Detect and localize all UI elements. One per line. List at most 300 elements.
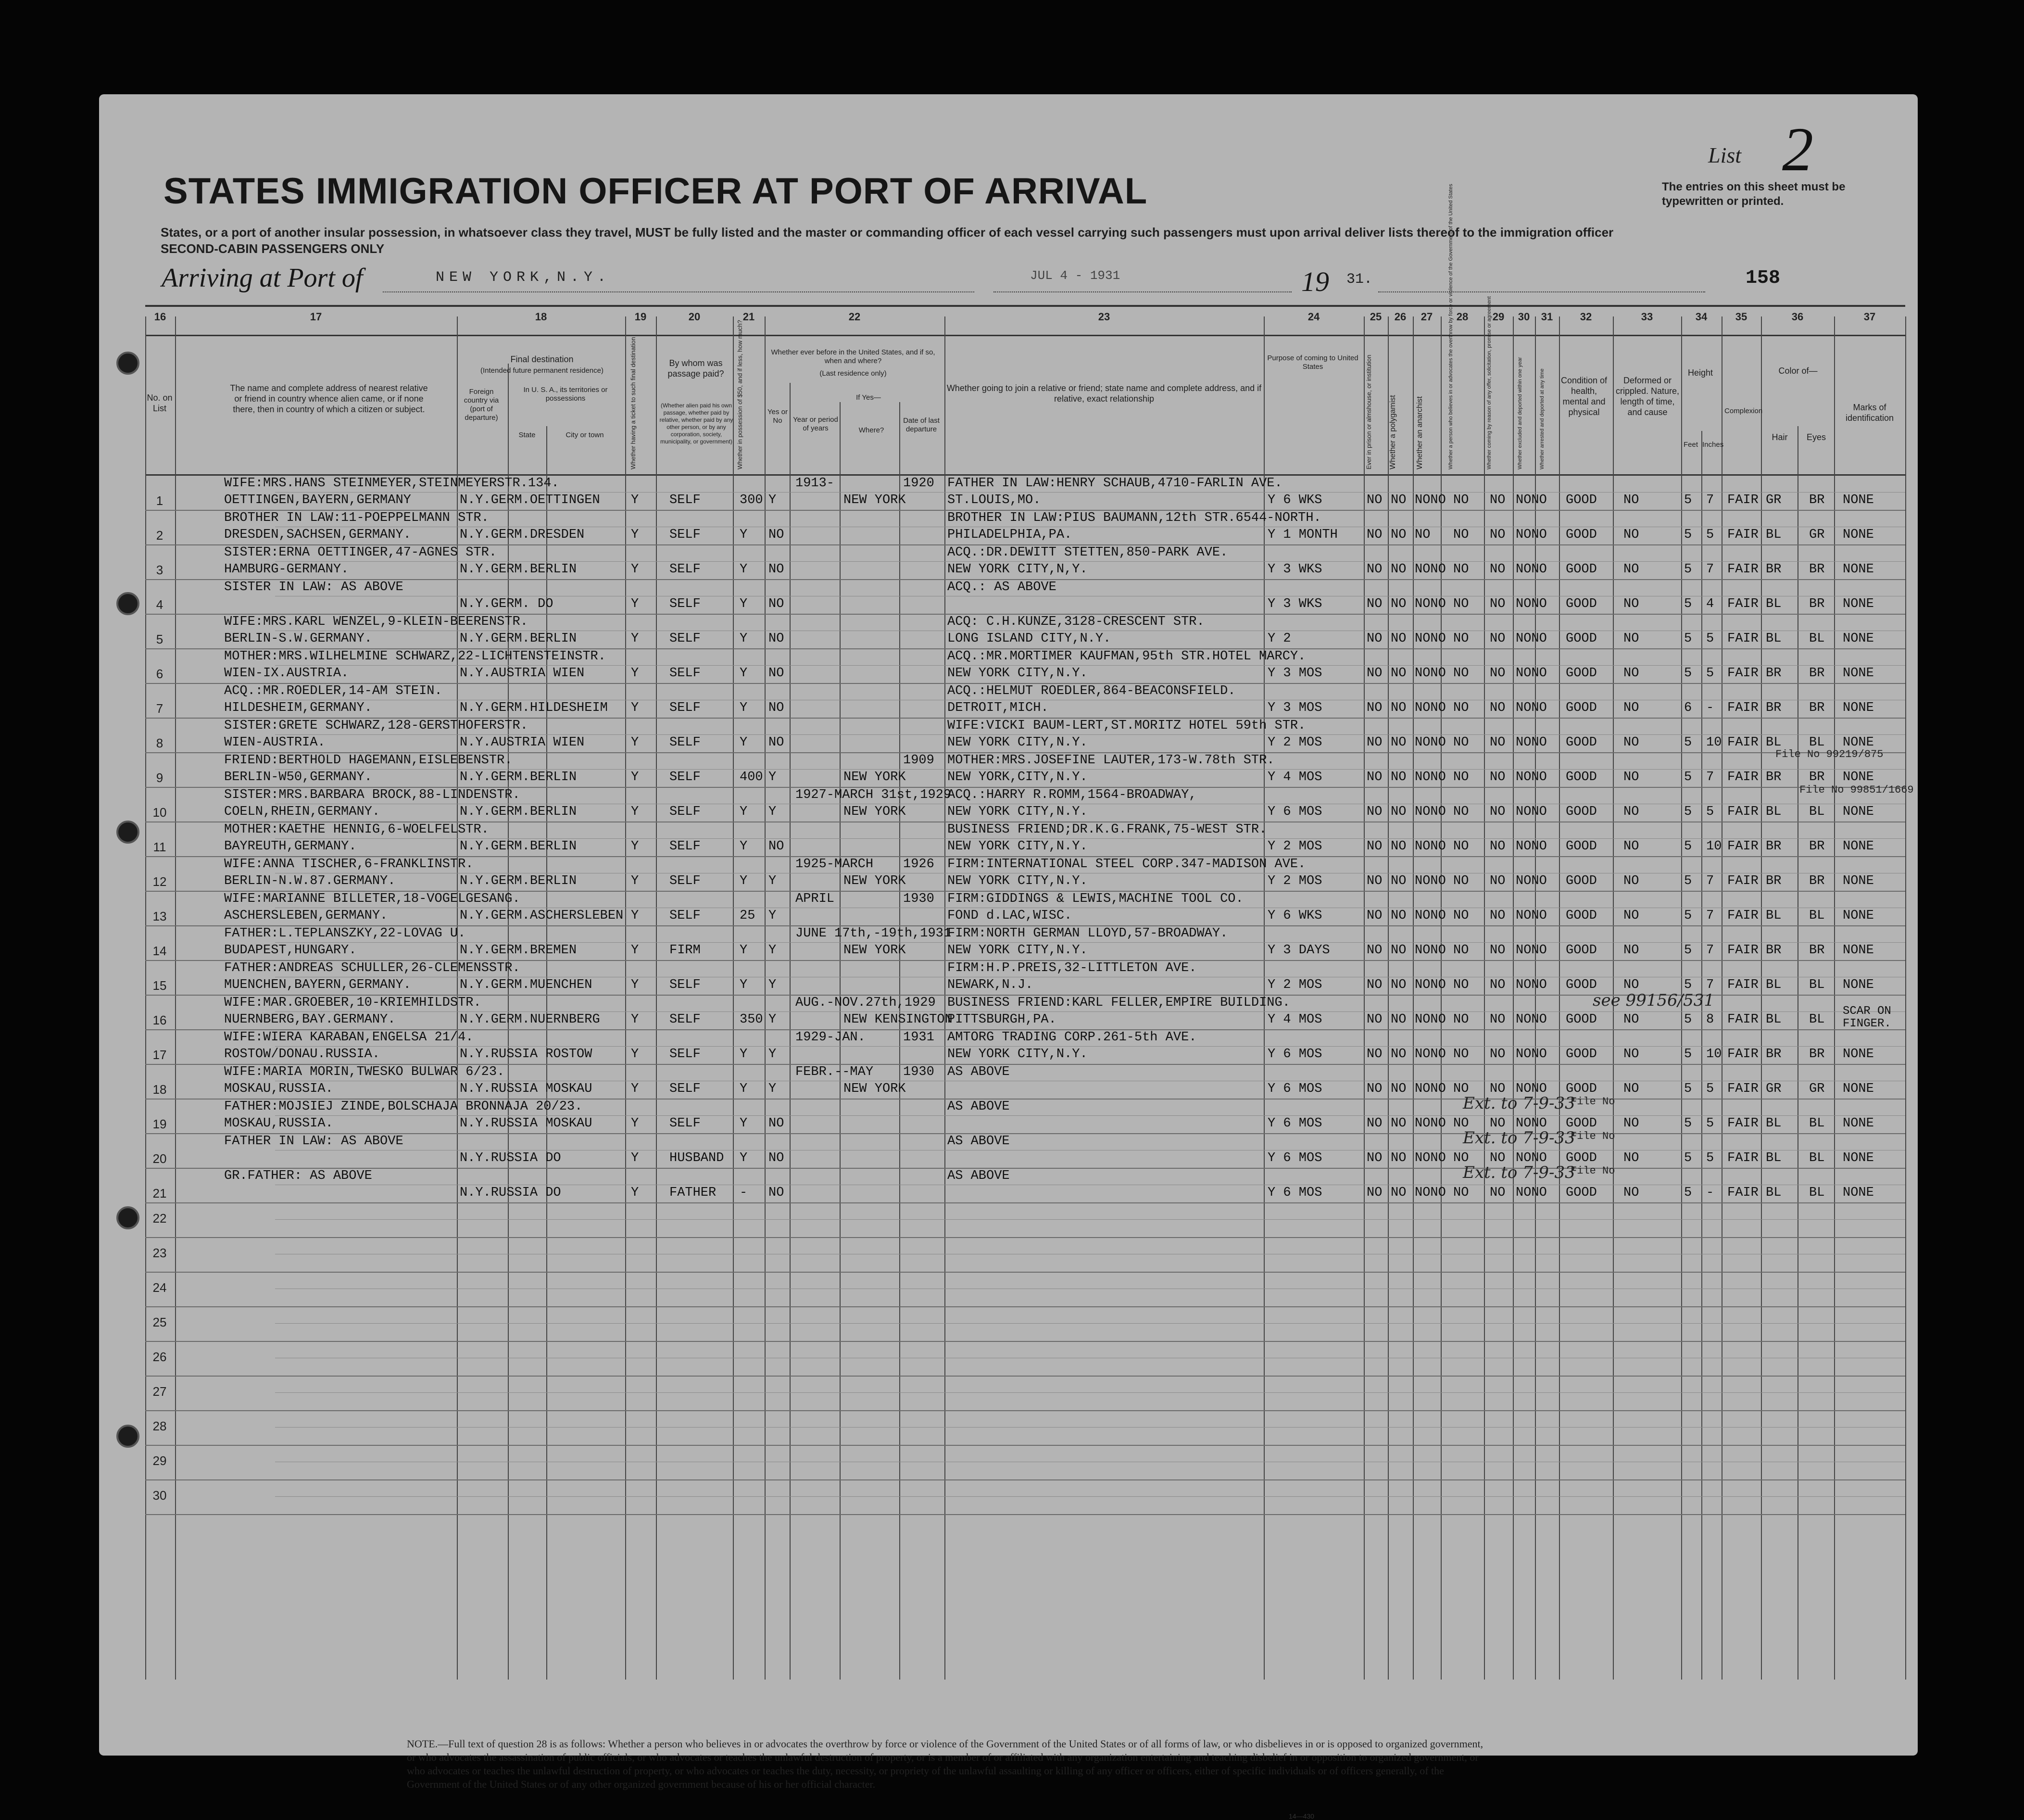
row-number: 20 [152, 1151, 167, 1166]
ticket: Y [631, 770, 639, 784]
question-28: NO [1453, 978, 1469, 992]
table-row [145, 579, 1905, 615]
punch-hole [116, 1425, 139, 1448]
anarchist: NONO [1415, 1012, 1446, 1027]
question-29: NO [1490, 1047, 1506, 1062]
purpose: Y 3 WKS [1268, 562, 1322, 577]
joining-line-2: LONG ISLAND CITY,N.Y. [947, 632, 1111, 646]
deformed: NO [1623, 1116, 1639, 1131]
complexion: FAIR [1727, 770, 1759, 784]
relative-line-2: BERLIN-W50,GERMANY. [224, 770, 372, 784]
eye-color: BL [1809, 1186, 1825, 1200]
polygamist: NO [1391, 597, 1407, 611]
page-title: STATES IMMIGRATION OFFICER AT PORT OF ARRIVAL [163, 171, 1148, 212]
complexion: FAIR [1727, 493, 1759, 507]
deformed: NO [1623, 770, 1639, 784]
health: GOOD [1566, 909, 1597, 923]
health: GOOD [1566, 805, 1597, 819]
eye-color: BL [1809, 1012, 1825, 1027]
purpose: Y 6 MOS [1268, 805, 1322, 819]
question-29: NO [1490, 1116, 1506, 1131]
row-divider [275, 769, 1905, 770]
header-feet: Feet [1683, 441, 1698, 449]
destination: N.Y.GERM.MUENCHEN [460, 978, 592, 992]
polygamist: NO [1391, 874, 1407, 888]
purpose: Y 6 MOS [1268, 1186, 1322, 1200]
health: GOOD [1566, 701, 1597, 715]
column-number: 27 [1421, 311, 1433, 323]
joining-line-1: AS ABOVE [947, 1065, 1010, 1079]
row-divider [275, 1496, 1905, 1497]
complexion: FAIR [1727, 1012, 1759, 1027]
header-hair: Hair [1772, 432, 1788, 442]
health: GOOD [1566, 666, 1597, 681]
row-number: 24 [152, 1280, 167, 1295]
purpose: Y 2 MOS [1268, 978, 1322, 992]
anarchist: NONO [1415, 1047, 1446, 1062]
table-row [145, 1029, 1905, 1065]
header-where: Where? [858, 426, 884, 434]
row-number: 22 [152, 1211, 167, 1226]
hair-color: BL [1766, 978, 1782, 992]
health: GOOD [1566, 839, 1597, 854]
ever-before: Y [768, 874, 777, 888]
arriving-label: Arriving at Port of [162, 263, 363, 293]
question-29: NO [1490, 632, 1506, 646]
years-in-us: APRIL [795, 892, 835, 906]
ticket: Y [631, 874, 639, 888]
height-feet: 5 [1684, 493, 1692, 507]
handwritten-annotation: File No 99219/875 [1775, 748, 1884, 760]
form-number: 14—430 [1289, 1812, 1314, 1820]
money: Y [740, 1082, 748, 1096]
joining-line-2: FOND d.LAC,WISC. [947, 909, 1072, 923]
empty-table-row [145, 1410, 1905, 1446]
column-number: 37 [1863, 311, 1876, 323]
empty-table-row [145, 1479, 1905, 1515]
ticket: Y [631, 909, 639, 923]
date-stamp: JUL 4 - 1931 [1030, 268, 1120, 283]
deformed: NO [1623, 701, 1639, 715]
height-inches: 7 [1706, 770, 1714, 784]
joining-line-1: ACQ.: AS ABOVE [947, 580, 1056, 594]
joining-line-1: AMTORG TRADING CORP.261-5th AVE. [947, 1030, 1197, 1045]
column-number: 33 [1641, 311, 1653, 323]
ever-before: NO [768, 632, 784, 646]
destination: N.Y.GERM.BERLIN [460, 805, 577, 819]
marks: NONE [1843, 770, 1874, 784]
header-eyes: Eyes [1806, 432, 1826, 442]
row-number: 14 [152, 944, 167, 958]
handwritten-annotation: Ext. to 7-9-33 [1463, 1128, 1575, 1148]
question-29: NO [1490, 909, 1506, 923]
header-state: State [518, 431, 536, 439]
joining-line-2: NEW YORK CITY,N,Y. [947, 562, 1088, 577]
ever-before: Y [768, 978, 777, 992]
relative-line-1: WIFE:MAR.GROEBER,10-KRIEMHILDSTR. [224, 996, 481, 1010]
health: GOOD [1566, 1151, 1597, 1165]
header-deformed: Deformed or crippled. Nature, length of time, and cause [1615, 376, 1680, 417]
relative-line-2: OETTINGEN,BAYERN,GERMANY [224, 493, 411, 507]
height-inches: 5 [1706, 1116, 1714, 1131]
money: Y [740, 1151, 748, 1165]
money: Y [740, 528, 748, 542]
relative-line-1: WIFE:ANNA TISCHER,6-FRANKLINSTR. [224, 857, 474, 872]
table-row [145, 1099, 1905, 1134]
destination: N.Y.AUSTRIA WIEN [460, 666, 585, 681]
relative-line-2: WIEN-IX.AUSTRIA. [224, 666, 349, 681]
row-divider [275, 1219, 1905, 1220]
joining-line-1: FATHER IN LAW:HENRY SCHAUB,4710-FARLIN AVE. [947, 476, 1282, 491]
passage-paid: HUSBAND [669, 1151, 724, 1165]
ticket: Y [631, 493, 639, 507]
complexion: FAIR [1727, 562, 1759, 577]
polygamist: NO [1391, 735, 1407, 750]
passage-paid: FATHER [669, 1186, 717, 1200]
questions-30-31: NONO [1516, 1151, 1547, 1165]
header-prison: Ever in prison or almshouse, or institution [1365, 354, 1372, 469]
question-29: NO [1490, 1186, 1506, 1200]
relative-line-2: ASCHERSLEBEN,GERMANY. [224, 909, 388, 923]
deformed: NO [1623, 562, 1639, 577]
money: Y [740, 1047, 748, 1062]
years-in-us: 1913- [795, 476, 835, 491]
destination: N.Y.RUSSIA ROSTOW [460, 1047, 592, 1062]
table-row [145, 683, 1905, 719]
eye-color: BR [1809, 597, 1825, 611]
health: GOOD [1566, 1047, 1597, 1062]
relative-line-2: BERLIN-S.W.GERMANY. [224, 632, 372, 646]
joining-line-2: NEWARK,N.J. [947, 978, 1033, 992]
questions-30-31: NONO [1516, 735, 1547, 750]
anarchist: NONO [1415, 1151, 1446, 1165]
deformed: NO [1623, 978, 1639, 992]
passage-paid: SELF [669, 1047, 701, 1062]
deformed: NO [1623, 1012, 1639, 1027]
money: Y [740, 943, 748, 958]
hair-color: BR [1766, 701, 1782, 715]
header-yes-no: Yes or No [767, 408, 788, 425]
deformed: NO [1623, 839, 1639, 854]
column-number: 23 [1098, 311, 1110, 323]
polygamist: NO [1391, 943, 1407, 958]
table-row [145, 1168, 1905, 1203]
hair-color: BL [1766, 805, 1782, 819]
passage-paid: SELF [669, 493, 701, 507]
passenger-table [145, 475, 1914, 1680]
health: GOOD [1566, 632, 1597, 646]
header-arrested: Whether arrested and deported at any time [1539, 368, 1545, 469]
row-divider [275, 1115, 1905, 1116]
marks: NONE [1843, 943, 1874, 958]
question-29: NO [1490, 666, 1506, 681]
eye-color: BL [1809, 632, 1825, 646]
joining-line-2: NEW YORK CITY,N.Y. [947, 1047, 1088, 1062]
prison: NO [1367, 1082, 1383, 1096]
deformed: NO [1623, 943, 1639, 958]
row-number: 8 [156, 736, 163, 750]
questions-30-31: NONO [1516, 1012, 1547, 1027]
ever-before: Y [768, 1012, 777, 1027]
complexion: FAIR [1727, 597, 1759, 611]
relative-line-1: BROTHER IN LAW:11-POEPPELMANN STR. [224, 511, 489, 525]
header-inches: Inches [1702, 441, 1724, 449]
passage-paid: SELF [669, 839, 701, 854]
eye-color: BR [1809, 1047, 1825, 1062]
height-inches: - [1706, 1186, 1714, 1200]
marks: NONE [1843, 632, 1874, 646]
anarchist: NONO [1415, 735, 1446, 750]
height-feet: 5 [1684, 770, 1692, 784]
empty-table-row [145, 1341, 1905, 1377]
row-divider [275, 665, 1905, 666]
header-marks: Marks of identification [1845, 403, 1894, 423]
eye-color: BL [1809, 735, 1825, 750]
question-29: NO [1490, 805, 1506, 819]
purpose: Y 3 MOS [1268, 666, 1322, 681]
header-excluded: Whether excluded and deported within one year [1517, 357, 1523, 469]
column-number: 22 [848, 311, 861, 323]
column-number: 21 [742, 311, 755, 323]
marks: NONE [1843, 978, 1874, 992]
deformed: NO [1623, 805, 1639, 819]
hair-color: BL [1766, 1116, 1782, 1131]
empty-table-row [145, 1272, 1905, 1307]
years-in-us: JUNE 17th,-19th,1931 [795, 926, 952, 941]
relative-line-2: MOSKAU,RUSSIA. [224, 1082, 333, 1096]
where-in-us: NEW YORK [843, 943, 906, 958]
typewritten-instruction: The entries on this sheet must be typewritten or printed. [1662, 180, 1846, 208]
joining-line-1: ACQ.:MR.MORTIMER KAUFMAN,95th STR.HOTEL MARCY. [947, 649, 1306, 664]
passage-paid: SELF [669, 805, 701, 819]
header-passage-note: (Whether alien paid his own passage, whether paid by relative, whether paid by any other person, or by any corporation, society, municipality, or government) [659, 402, 733, 445]
anarchist: NONO [1415, 909, 1446, 923]
table-row [145, 1133, 1905, 1169]
polygamist: NO [1391, 666, 1407, 681]
ever-before: Y [768, 909, 777, 923]
years-in-us: FEBR.--MAY [795, 1065, 874, 1079]
hair-color: GR [1766, 1082, 1782, 1096]
health: GOOD [1566, 597, 1597, 611]
joining-line-1: WIFE:VICKI BAUM-LERT,ST.MORITZ HOTEL 59th STR. [947, 719, 1306, 733]
punch-hole [116, 821, 139, 844]
row-number: 27 [152, 1384, 167, 1399]
purpose: Y 3 WKS [1268, 597, 1322, 611]
purpose: Y 3 DAYS [1268, 943, 1330, 958]
height-inches: 5 [1706, 528, 1714, 542]
destination: N.Y.GERM.HILDESHEIM [460, 701, 608, 715]
relative-line-2: HILDESHEIM,GERMANY. [224, 701, 372, 715]
relative-line-2: BAYREUTH,GERMANY. [224, 839, 357, 854]
height-feet: 5 [1684, 839, 1692, 854]
questions-30-31: NONO [1516, 666, 1547, 681]
ticket: Y [631, 528, 639, 542]
hair-color: BR [1766, 562, 1782, 577]
deformed: NO [1623, 666, 1639, 681]
years-in-us: 1927-MARCH 31st,1929 [795, 788, 952, 802]
destination: N.Y.RUSSIA MOSKAU [460, 1116, 592, 1131]
joining-line-2: NEW YORK CITY,N.Y. [947, 839, 1088, 854]
table-row [145, 544, 1905, 580]
question-29: NO [1490, 562, 1506, 577]
question-29: NO [1490, 1012, 1506, 1027]
height-inches: 10 [1706, 735, 1722, 750]
ticket: Y [631, 701, 639, 715]
joining-line-1: ACQ.:HARRY R.ROMM,1564-BROADWAY, [947, 788, 1197, 802]
column-number: 31 [1541, 311, 1553, 323]
anarchist: NONO [1415, 666, 1446, 681]
relative-line-2: WIEN-AUSTRIA. [224, 735, 326, 750]
health: GOOD [1566, 978, 1597, 992]
row-number: 25 [152, 1315, 167, 1329]
marks: NONE [1843, 839, 1874, 854]
column-number: 28 [1456, 311, 1469, 323]
question-28: NO [1453, 839, 1469, 854]
complexion: FAIR [1727, 1186, 1759, 1200]
row-divider [275, 1011, 1905, 1012]
relative-line-1: FRIEND:BERTHOLD HAGEMANN,EISLEBENSTR. [224, 753, 513, 768]
hair-color: BL [1766, 1012, 1782, 1027]
punch-hole [116, 1206, 139, 1229]
header-fifty-dollars: Whether in possession of $50, and if less, how much? [736, 320, 743, 469]
height-inches: 8 [1706, 1012, 1714, 1027]
relative-line-2: DRESDEN,SACHSEN,GERMANY. [224, 528, 411, 542]
row-number: 7 [156, 701, 163, 716]
column-number: 16 [154, 311, 166, 323]
purpose: Y 2 [1268, 632, 1291, 646]
marks: NONE [1843, 1047, 1874, 1062]
destination: N.Y.GERM.BERLIN [460, 632, 577, 646]
hair-color: BR [1766, 770, 1782, 784]
row-number: 19 [152, 1117, 167, 1131]
prison: NO [1367, 770, 1383, 784]
joining-line-1: FIRM:H.P.PREIS,32-LITTLETON AVE. [947, 961, 1197, 975]
question-29: NO [1490, 493, 1506, 507]
column-number: 32 [1580, 311, 1592, 323]
relative-line-1: SISTER IN LAW: AS ABOVE [224, 580, 403, 594]
ticket: Y [631, 666, 639, 681]
height-feet: 5 [1684, 943, 1692, 958]
row-number: 3 [156, 563, 163, 577]
hair-color: BL [1766, 597, 1782, 611]
prison: NO [1367, 839, 1383, 854]
questions-30-31: NONO [1516, 839, 1547, 854]
joining-line-2: PITTSBURGH,PA. [947, 1012, 1056, 1027]
eye-color: BR [1809, 770, 1825, 784]
eye-color: BL [1809, 909, 1825, 923]
height-feet: 5 [1684, 1012, 1692, 1027]
relative-line-2: HAMBURG-GERMANY. [224, 562, 349, 577]
height-inches: 5 [1706, 1082, 1714, 1096]
height-feet: 5 [1684, 1151, 1692, 1165]
column-number: 36 [1791, 311, 1804, 323]
header-color-of: Color of— [1778, 366, 1818, 376]
health: GOOD [1566, 493, 1597, 507]
relative-line-2: MUENCHEN,BAYERN,GERMANY. [224, 978, 411, 992]
relative-line-2: NUERNBERG,BAY.GERMANY. [224, 1012, 396, 1027]
row-divider [275, 1323, 1905, 1324]
questions-30-31: NONO [1516, 528, 1547, 542]
handwritten-annotation: see 99156/531 [1593, 991, 1715, 1010]
row-number: 17 [152, 1048, 167, 1062]
height-feet: 5 [1684, 1082, 1692, 1096]
empty-table-row [145, 1237, 1905, 1273]
ever-before: NO [768, 528, 784, 542]
deformed: NO [1623, 874, 1639, 888]
height-inches: 7 [1706, 943, 1714, 958]
destination: N.Y.GERM.OETTINGEN [460, 493, 600, 507]
column-number: 19 [634, 311, 647, 323]
last-departure: 1930 [903, 892, 934, 906]
question-28: NO [1453, 909, 1469, 923]
years-in-us: 1929-JAN. [795, 1030, 866, 1045]
header-no-on-list: No. on List [147, 393, 173, 413]
money: - [740, 1186, 748, 1200]
money: 400 [740, 770, 763, 784]
questions-30-31: NONO [1516, 562, 1547, 577]
complexion: FAIR [1727, 943, 1759, 958]
joining-line-1: FIRM:NORTH GERMAN LLOYD,57-BROADWAY. [947, 926, 1228, 941]
deformed: NO [1623, 1082, 1639, 1096]
relative-line-2: BUDAPEST,HUNGARY. [224, 943, 357, 958]
questions-30-31: NONO [1516, 597, 1547, 611]
table-row [145, 925, 1905, 961]
row-divider [275, 492, 1905, 493]
eye-color: BR [1809, 839, 1825, 854]
anarchist: NONO [1415, 1116, 1446, 1131]
last-departure: 1920 [903, 476, 934, 491]
where-in-us: NEW YORK [843, 1082, 906, 1096]
joining-line-1: MOTHER:MRS.JOSEFINE LAUTER,173-W.78th STR. [947, 753, 1275, 768]
header-polygamist: Whether a polygamist [1389, 395, 1397, 469]
punch-hole [116, 592, 139, 615]
health: GOOD [1566, 528, 1597, 542]
questions-30-31: NONO [1516, 1116, 1547, 1131]
joining-line-2: NEW YORK,CITY,N.Y. [947, 770, 1088, 784]
height-feet: 5 [1684, 562, 1692, 577]
header-join-relative: Whether going to join a relative or friend; state name and complete address, and if relative, exact relationship [946, 383, 1262, 404]
question-28: NO [1453, 493, 1469, 507]
relative-line-1: MOTHER:KAETHE HENNIG,6-WOELFELSTR. [224, 822, 489, 837]
ever-before: Y [768, 1082, 777, 1096]
polygamist: NO [1391, 1047, 1407, 1062]
deformed: NO [1623, 909, 1639, 923]
ticket: Y [631, 562, 639, 577]
ticket: Y [631, 1047, 639, 1062]
purpose: Y 4 MOS [1268, 1012, 1322, 1027]
complexion: FAIR [1727, 909, 1759, 923]
ever-before: NO [768, 735, 784, 750]
years-in-us: AUG.-NOV.27th,1929 [795, 996, 936, 1010]
list-number: 2 [1782, 115, 1813, 184]
ever-before: NO [768, 597, 784, 611]
last-departure: 1926 [903, 857, 934, 872]
destination: N.Y.RUSSIA MOSKAU [460, 1082, 592, 1096]
header-offer: Whether coming by reason of any offer, solicitation, promise or agreement [1486, 296, 1492, 469]
polygamist: NO [1391, 1116, 1407, 1131]
table-row [145, 648, 1905, 684]
table-row [145, 614, 1905, 649]
prison: NO [1367, 735, 1383, 750]
table-row [145, 822, 1905, 857]
question-28: NO [1453, 805, 1469, 819]
relative-line-2: BERLIN-N.W.87.GERMANY. [224, 874, 396, 888]
ticket: Y [631, 735, 639, 750]
header-city: City or town [566, 431, 604, 439]
relative-line-1: FATHER:ANDREAS SCHULLER,26-CLEMENSSTR. [224, 961, 520, 975]
passage-paid: SELF [669, 597, 701, 611]
polygamist: NO [1391, 701, 1407, 715]
